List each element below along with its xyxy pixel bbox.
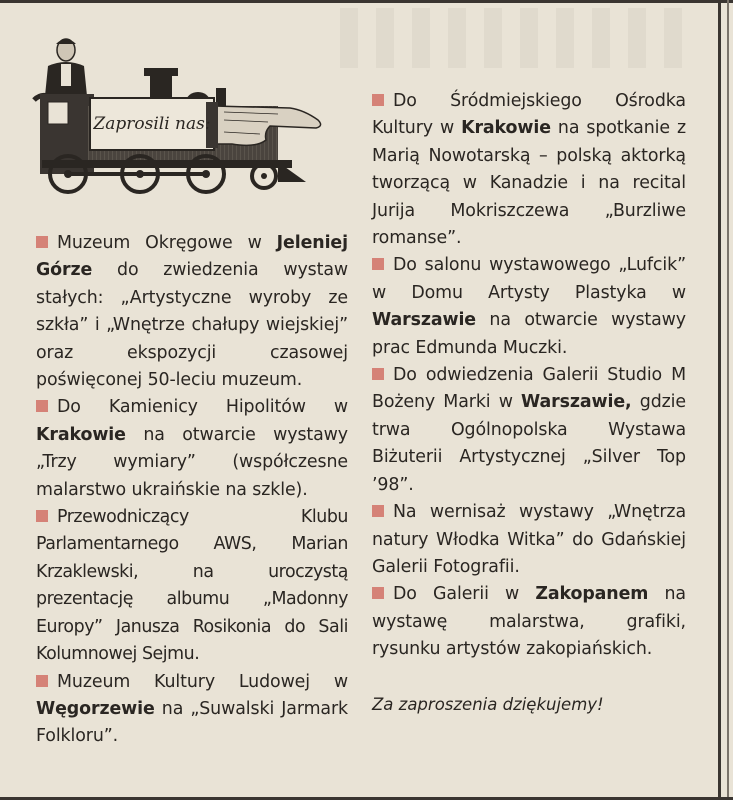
entry-city: Jeleniej Górze <box>36 233 348 281</box>
entry-galeria-studio-m <box>372 362 686 499</box>
entry-text: Do salonu wystawowego „Lufcik” w Domu Artysty Plastyka w <box>372 255 686 303</box>
entry-jelenia-gora <box>36 230 348 394</box>
entry-text: na „Suwalski Jarmark Folkloru”. <box>36 698 348 747</box>
bullet-square <box>372 505 384 517</box>
top-rule <box>0 0 733 3</box>
bullet-square <box>36 236 48 248</box>
entry-city: Zakopanem <box>535 584 649 605</box>
entry-city: Krakowie <box>36 424 126 445</box>
left-column <box>36 230 348 751</box>
entry-text: Przewodniczący Klubu Parlamentarnego AWS, Marian Krzaklewski, na uroczystą prezentację albumu „Madonny Europy” Janusza Rosikonia do Sali Kolumnowej Sejmu. <box>36 507 348 665</box>
entry-city: Warszawie <box>372 310 477 331</box>
entry-text: Do Śródmiejskiego Ośrodka Kultury w <box>372 91 686 139</box>
entry-wernisaz-witka <box>372 499 686 581</box>
entry-text: Muzeum Okręgowe w <box>57 233 277 253</box>
sign-label: Zaprosili nas: <box>93 114 211 134</box>
entry-text: Na wernisaż wystawy „Wnętrza natury Włodka Witka” do Gdańskiej Galerii Fotografii. <box>372 502 686 577</box>
bullet-square <box>372 587 384 599</box>
bullet-square <box>36 400 48 412</box>
bullet-square <box>372 258 384 270</box>
entry-text: gdzie trwa Ogólnopolska Wystawa Biżuterii Artystycznej „Silver Top ’98”. <box>372 392 686 495</box>
entry-wegorzewo <box>36 669 348 751</box>
entry-lufcik <box>372 252 686 362</box>
right-border <box>718 0 721 800</box>
entry-city: Krakowie <box>461 118 551 139</box>
entry-text: Do Galerii w <box>393 584 536 605</box>
right-border-outer <box>727 0 729 800</box>
entry-text: Do Kamienicy Hipolitów w <box>57 397 348 418</box>
bullet-square <box>36 510 48 522</box>
bullet-square <box>372 368 384 380</box>
entry-text: do zwiedzenia wystaw stałych: „Artystyczne wyroby ze szkła” i „Wnętrze chałupy wiejskiej” oraz ekspozycji czasowej poświęconej 50-leciu muzeum. <box>36 260 348 391</box>
entry-srodmiejski-osrodek <box>372 88 686 252</box>
right-column <box>372 88 686 718</box>
entry-city: Węgorzewie <box>36 698 155 719</box>
entry-zakopane <box>372 581 686 663</box>
entry-text: na otwarcie wystawy prac Edmunda Muczki. <box>372 310 686 358</box>
entry-text: na otwarcie wystawy „Trzy wymiary” (współczesne malarstwo ukraińskie na szkle). <box>36 424 348 500</box>
entry-city: Warszawie, <box>521 392 632 413</box>
entry-text: na spotkanie z Marią Nowotarską – polską aktorką tworzącą w Kanadzie i na recital Jurija Mokriszczewa „Burzliwe romanse”. <box>372 118 686 249</box>
entry-text: Do odwiedzenia Galerii Studio M Bożeny Marki w <box>372 365 686 413</box>
entry-kamienica-hipolitow <box>36 394 348 504</box>
entry-text: Muzeum Kultury Ludowej w <box>57 671 348 692</box>
ghost-print <box>340 8 690 68</box>
entry-krzaklewski <box>36 504 348 668</box>
thanks-line: Za zaproszenia dziękujemy! <box>372 694 604 714</box>
bullet-square <box>36 675 48 687</box>
locomotive-illustration <box>28 36 328 196</box>
entry-text: na wystawę malarstwa, grafiki, rysunku artystów zakopiańskich. <box>372 584 686 660</box>
bullet-square <box>372 94 384 106</box>
